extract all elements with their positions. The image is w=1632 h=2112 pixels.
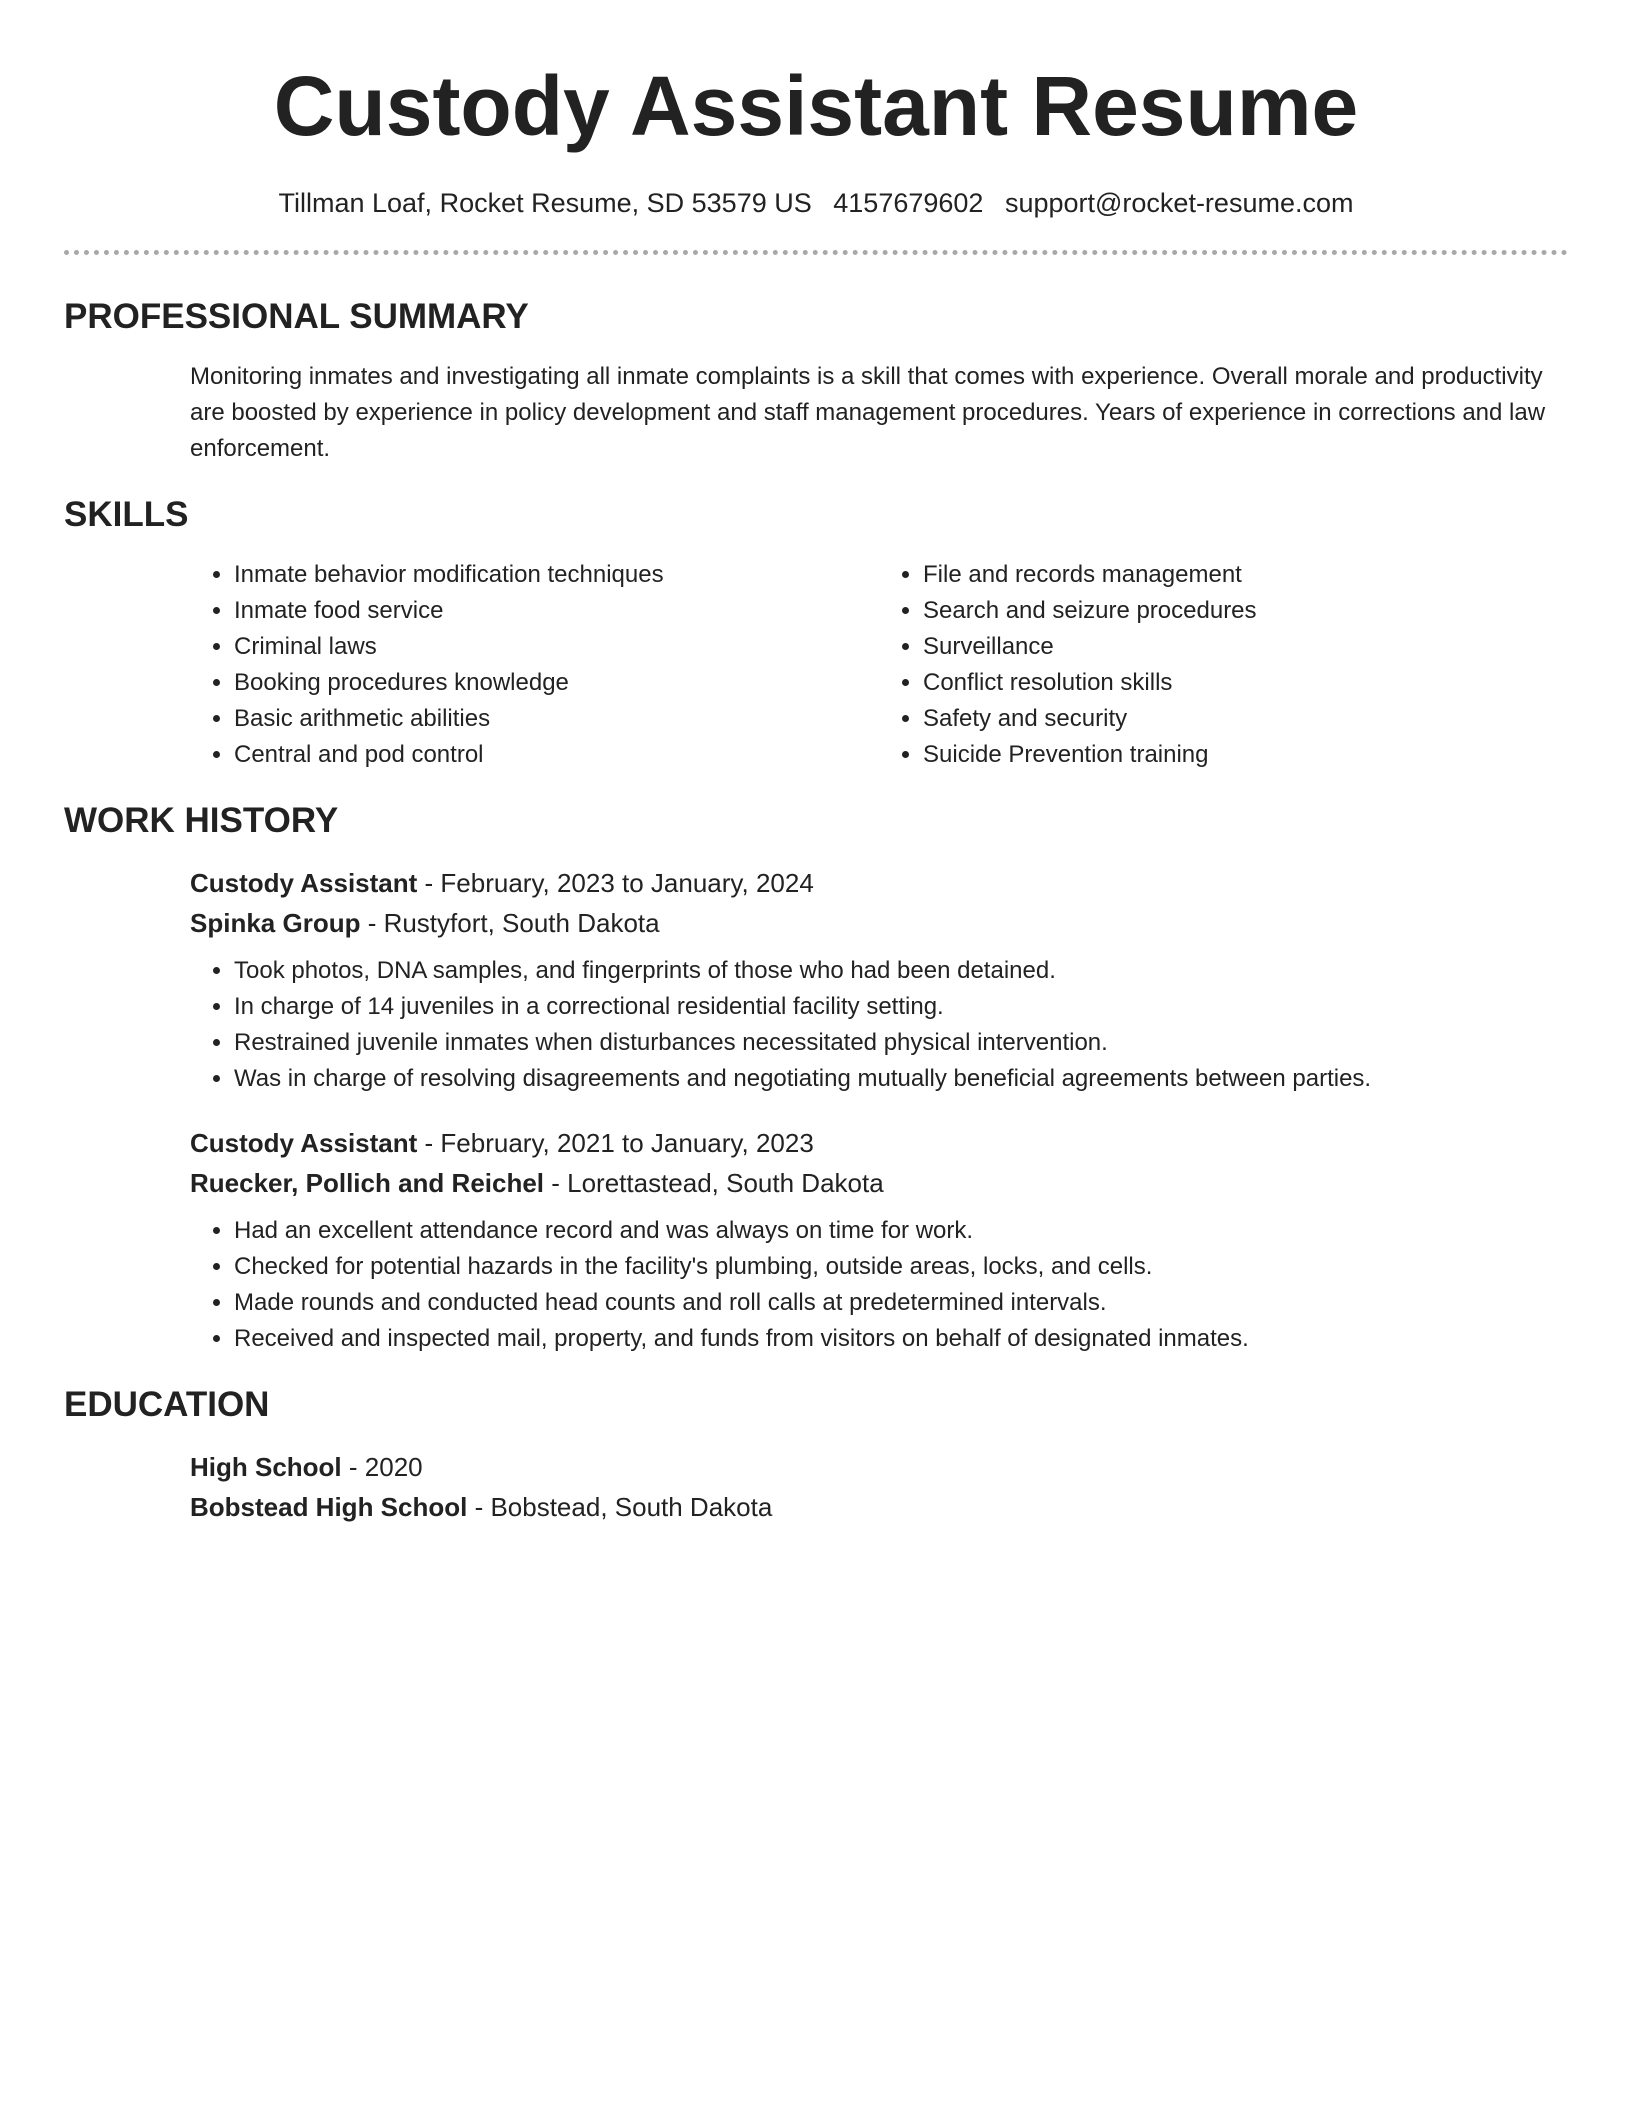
job-company: Spinka Group [190, 908, 361, 938]
skill-item: • Surveillance [923, 629, 1568, 665]
skill-item: • Criminal laws [234, 629, 879, 665]
education-location: - Bobstead, South Dakota [467, 1492, 773, 1522]
skill-item: • Central and pod control [234, 737, 879, 773]
skills-list-right [879, 557, 1568, 773]
duty-item: • Made rounds and conducted head counts and roll calls at predetermined intervals. [234, 1285, 1568, 1321]
job-duties [190, 1213, 1568, 1357]
skill-item: • Inmate food service [234, 593, 879, 629]
education-year: - 2020 [341, 1452, 423, 1482]
header-divider [64, 250, 1568, 255]
education-school: Bobstead High School [190, 1492, 468, 1522]
job-company-line [190, 1163, 1568, 1203]
job-title-line [190, 863, 1568, 903]
skill-item: • Suicide Prevention training [923, 737, 1568, 773]
skills-heading: SKILLS [64, 495, 189, 534]
skill-item: • Conflict resolution skills [923, 665, 1568, 701]
education-entry [190, 1447, 1568, 1527]
summary-text: Monitoring inmates and investigating all inmate complaints is a skill that comes with experience. Overall morale and productivity are boosted by experience in policy development and staff management procedures. Years of experience in corrections and law enforcement. [190, 363, 1546, 462]
contact-line [64, 186, 1568, 220]
skills-list-left [190, 557, 879, 773]
job-dates: - February, 2021 to January, 2023 [417, 1128, 814, 1158]
job-location: - Lorettastead, South Dakota [544, 1168, 884, 1198]
job-title-line [190, 1123, 1568, 1163]
job-entry [190, 1123, 1568, 1357]
job-title: Custody Assistant [190, 1128, 418, 1158]
summary-heading: PROFESSIONAL SUMMARY [64, 297, 529, 336]
job-company: Ruecker, Pollich and Reichel [190, 1168, 545, 1198]
education-heading: EDUCATION [64, 1385, 270, 1424]
resume-title: Custody Assistant Resume [273, 59, 1359, 153]
duty-item: • In charge of 14 juveniles in a correctional residential facility setting. [234, 989, 1568, 1025]
resume-page [64, 0, 1568, 1527]
skill-item: • Safety and security [923, 701, 1568, 737]
skill-item: • Search and seizure procedures [923, 593, 1568, 629]
skills-grid [190, 557, 1568, 773]
duty-item: • Was in charge of resolving disagreements and negotiating mutually beneficial agreements between parties. [234, 1061, 1568, 1097]
skill-item: • Basic arithmetic abilities [234, 701, 879, 737]
contact-address: Tillman Loaf, Rocket Resume, SD 53579 US [278, 188, 812, 218]
education-degree: High School [190, 1452, 342, 1482]
job-dates: - February, 2023 to January, 2024 [417, 868, 814, 898]
duty-item: • Checked for potential hazards in the facility's plumbing, outside areas, locks, and cells. [234, 1249, 1568, 1285]
education-degree-line [190, 1447, 1568, 1487]
skill-item: • Booking procedures knowledge [234, 665, 879, 701]
duty-item: • Had an excellent attendance record and was always on time for work. [234, 1213, 1568, 1249]
duty-item: • Received and inspected mail, property, and funds from visitors on behalf of designated inmates. [234, 1321, 1568, 1357]
duty-item: • Took photos, DNA samples, and fingerprints of those who had been detained. [234, 953, 1568, 989]
job-title: Custody Assistant [190, 868, 418, 898]
job-location: - Rustyfort, South Dakota [360, 908, 660, 938]
job-entry [190, 863, 1568, 1097]
duty-item: • Restrained juvenile inmates when disturbances necessitated physical intervention. [234, 1025, 1568, 1061]
job-duties [190, 953, 1568, 1097]
education-school-line [190, 1487, 1568, 1527]
skill-item: • Inmate behavior modification techniques [234, 557, 879, 593]
contact-email: support@rocket-resume.com [1004, 188, 1354, 218]
job-company-line [190, 903, 1568, 943]
work-history-heading: WORK HISTORY [64, 801, 339, 840]
skill-item: • File and records management [923, 557, 1568, 593]
contact-phone: 4157679602 [833, 188, 984, 218]
